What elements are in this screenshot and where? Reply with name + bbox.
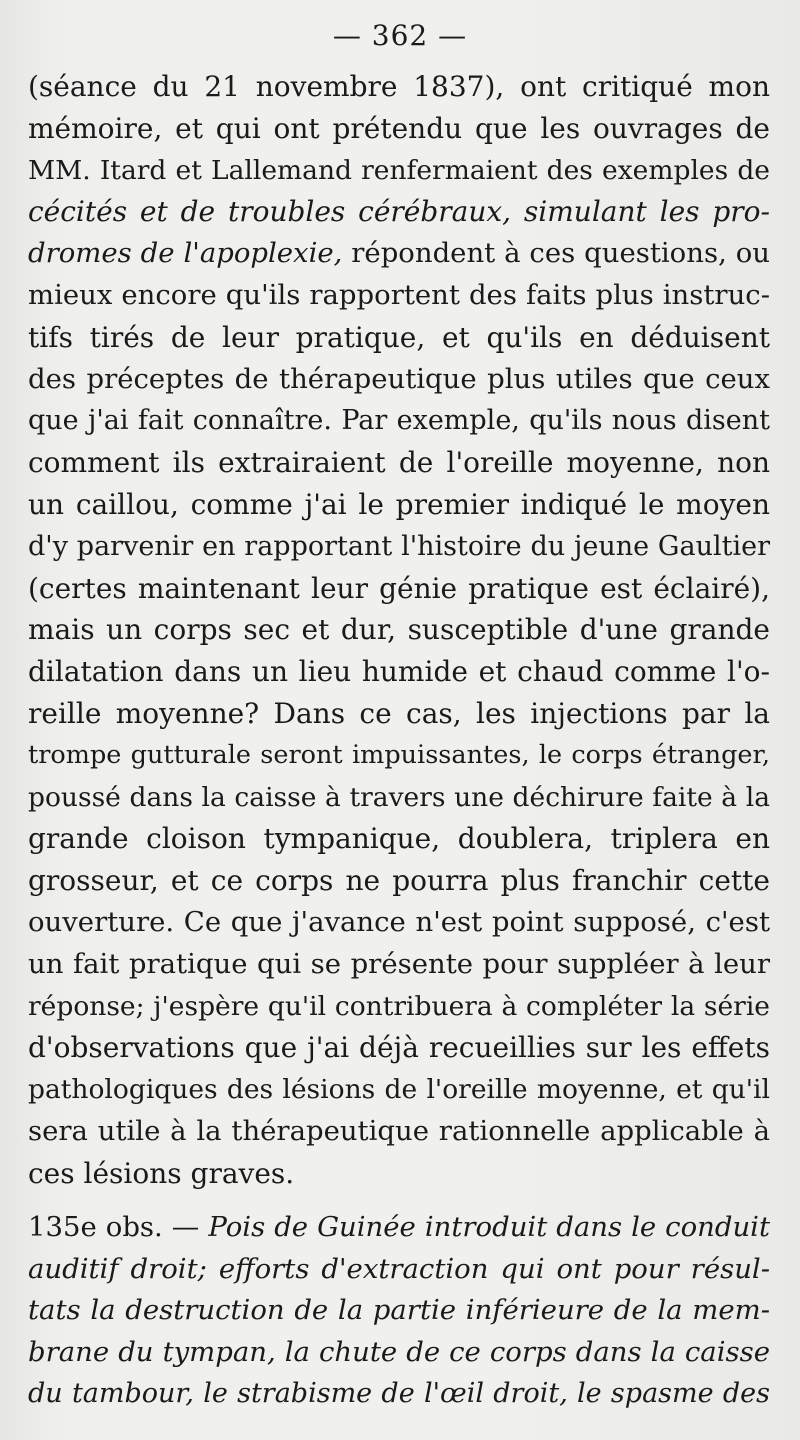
text-line: des préceptes de thérapeutique plus utiles que ceux [28, 362, 770, 395]
body-text [28, 66, 770, 1195]
text-line: réponse; j'espère qu'il contribuera à compléter la série [28, 990, 770, 1022]
text-line-italic: cécités et de troubles cérébraux, simulant les pro- [28, 195, 770, 229]
text-line: trompe gutturale seront impuissantes, le corps étranger, [28, 739, 770, 770]
observation-line: du tambour, le strabisme de l'œil droit, le spasme des [28, 1378, 770, 1409]
text-line: poussé dans la caisse à travers une déchirure faite à la [28, 781, 770, 813]
text-line: mais un corps sec et dur, susceptible d'une grande [28, 613, 770, 647]
italic-phrase: dromes de l'apoplexie, [28, 237, 343, 270]
text-line: comment ils extrairaient de l'oreille moyenne, non [28, 446, 770, 480]
text-line: (séance du 21 novembre 1837), ont critiqué mon [28, 70, 770, 103]
text-line: grosseur, et ce corps ne pourra plus franchir cette [28, 864, 770, 898]
text-line: que j'ai fait connaître. Par exemple, qu'ils nous disent [28, 405, 770, 437]
text-line: dilatation dans un lieu humide et chaud comme l'o- [28, 655, 770, 689]
text-line: (certes maintenant leur génie pratique est éclairé), [28, 571, 770, 605]
observation-line: auditif droit; efforts d'extraction qui ont pour résul- [28, 1252, 770, 1285]
observation-line: tats la destruction de la partie inférieure de la mem- [28, 1294, 770, 1326]
text-line: d'observations que j'ai déjà recueillies sur les effets [28, 1031, 770, 1065]
text-line: pathologiques des lésions de l'oreille moyenne, et qu'il [28, 1074, 770, 1106]
observation-label: 135e obs. — [28, 1211, 200, 1243]
text-line: un caillou, comme j'ai le premier indiqué le moyen [28, 487, 770, 521]
text-line: reille moyenne? Dans ce cas, les injections par la [28, 696, 770, 730]
observation-heading [28, 1207, 770, 1415]
text-line: un fait pratique qui se présente pour suppléer à leur [28, 947, 770, 980]
observation-line: brane du tympan, la chute de ce corps dans la caisse [28, 1335, 770, 1368]
text-line-last: ces lésions graves. [28, 1156, 295, 1190]
page-number: — 362 — [332, 19, 468, 52]
observation-first-line [28, 1207, 770, 1249]
text-line: sera utile à la thérapeutique rationnelle applicable à [28, 1114, 770, 1147]
text-line: ouverture. Ce que j'avance n'est point supposé, c'est [28, 905, 770, 938]
observation-title: Pois de Guinée introduit dans le conduit [208, 1211, 771, 1243]
text-line: MM. Itard et Lallemand renfermaient des exemples de [28, 154, 770, 186]
roman-phrase: répondent à ces questions, ou [342, 237, 770, 270]
text-line: grande cloison tympanique, doublera, triplera en [28, 822, 770, 856]
text-line: mémoire, et qui ont prétendu que les ouvrages de [28, 111, 770, 145]
text-line: mieux encore qu'ils rapportent des faits plus instruc- [28, 278, 770, 311]
text-line: tifs tirés de leur pratique, et qu'ils en déduisent [28, 320, 770, 354]
text-line-mixed [28, 233, 770, 275]
text-line: d'y parvenir en rapportant l'histoire du jeune Gaultier [28, 530, 770, 562]
